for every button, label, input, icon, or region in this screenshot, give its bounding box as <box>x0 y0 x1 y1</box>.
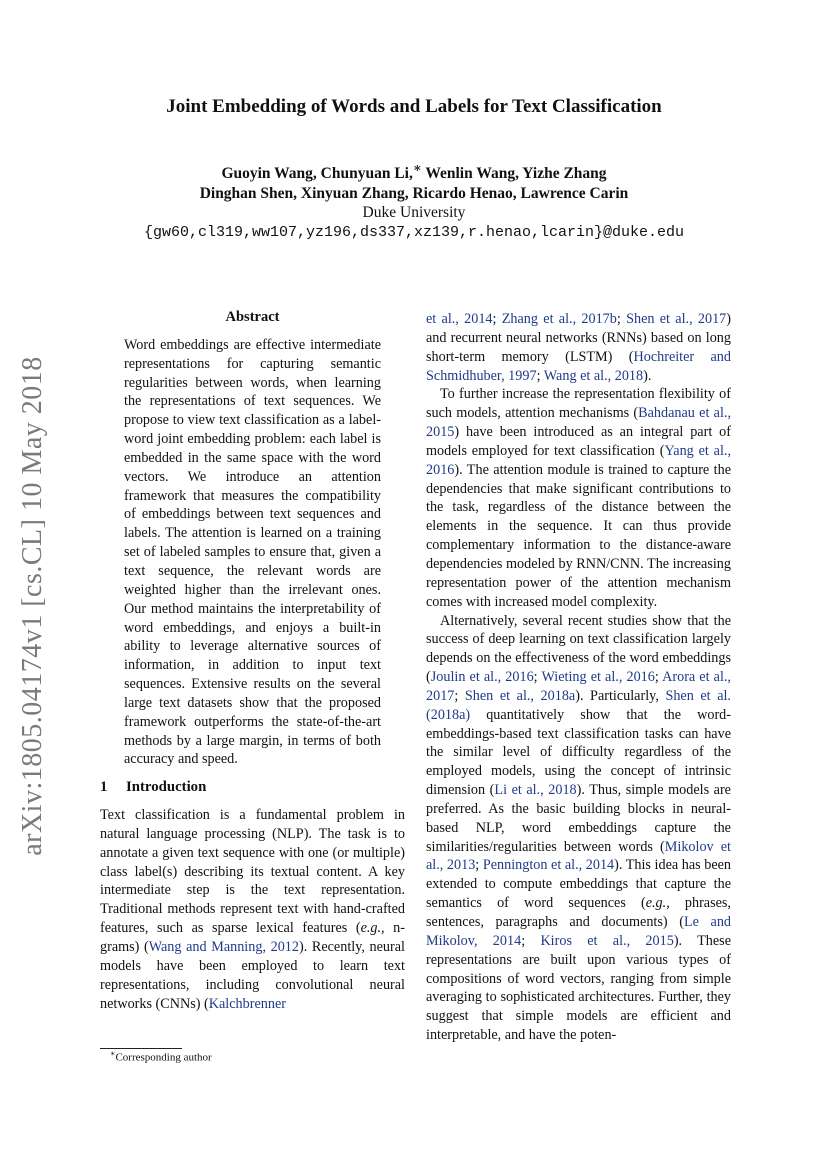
citation-link[interactable]: Kiros et al., 2015 <box>540 932 674 949</box>
citation-link[interactable]: Wang and Manning, 2012 <box>148 939 299 955</box>
author-line-2: Dinghan Shen, Xinyuan Zhang, Ricardo Henao, Lawrence Carin <box>199 184 629 202</box>
citation-link[interactable]: Yang et al., 2016 <box>426 442 731 478</box>
citation-link[interactable]: Li et al., 2018 <box>494 782 577 799</box>
text-run: Alternatively, several recent studies show that the success of deep learning on text classification largely depends on the effectiveness of the word embeddings ( <box>426 612 731 686</box>
citation-link[interactable]: Le and Mikolov, 2014 <box>426 914 732 949</box>
section-heading-introduction <box>100 778 405 797</box>
abstract-heading: Abstract <box>225 309 280 325</box>
citation-link[interactable]: Wieting et al., 2016 <box>541 669 655 686</box>
text-run: ). This idea has been extended to compute embeddings that capture the semantics of word sequences ( <box>426 857 732 912</box>
citation-link[interactable]: Joulin et al., 2016 <box>430 669 534 686</box>
separator: ; <box>616 311 627 327</box>
text-run: ). The attention module is trained to capture the dependencies that make significant contributions to the task, regardless of the distance between the elements in the sequence. It can thus provide complementary information to the distance-aware dependencies modeled by RNN/CNN. The increasing representation power of the attention mechanism comes with increased model complexity. <box>426 461 731 610</box>
text-run: ) have been introduced as an integral part of models employed for text classification ( <box>426 424 731 459</box>
section-title: Introduction <box>126 779 207 796</box>
text-run: ). These representations are built upon various types of compositions of word vectors, ranging from simple averaging to sophisticated architectures. Further, they suggest that simple models are efficient and interpretable, and have the poten- <box>426 932 732 1044</box>
citation-link[interactable]: Shen et al. (2018a) <box>426 687 731 723</box>
text-run: phrases, sentences, paragraphs and documents) ( <box>426 895 731 930</box>
author-names-1b: Wenlin Wang, Yizhe Zhang <box>421 165 607 183</box>
right-column <box>426 310 731 1045</box>
arxiv-identifier: arXiv:1805.04174v1 [cs.CL] 10 May 2018 <box>17 356 49 856</box>
author-line-1 <box>0 158 828 184</box>
footnote-text: Corresponding author <box>115 1051 212 1064</box>
citation-link[interactable]: Kalchbrenner <box>208 995 286 1012</box>
text-run: ). Recently, neural models have been employed to learn text representations, including convolutional neural networks (CNNs) ( <box>100 939 405 1012</box>
text-run: ). Thus, simple models are preferred. As the basic building blocks in neural-based NLP, word embeddings capture the similarities/regularities between words ( <box>426 782 731 855</box>
text-run: ). <box>643 367 652 384</box>
left-column <box>100 308 405 1013</box>
text-run-italic: e.g., <box>645 895 670 912</box>
separator: ; <box>521 932 541 949</box>
intro-paragraph-3 <box>426 612 731 1045</box>
citation-link[interactable]: Wang et al., 2018 <box>543 367 644 384</box>
footnote-mark: ∗ <box>110 1049 116 1058</box>
intro-paragraph-1 <box>100 806 405 1013</box>
footnote <box>110 1049 212 1064</box>
intro-paragraph-2 <box>426 385 731 611</box>
author-block <box>0 158 828 242</box>
arxiv-stamp <box>8 356 58 856</box>
paper-title: Joint Embedding of Words and Labels for Text Classification <box>166 96 662 117</box>
text-run: ). Particularly, <box>575 687 666 704</box>
text-run: To further increase the representation flexibility of such models, attention mechanisms ( <box>426 386 731 422</box>
citation-link[interactable]: Bahdanau et al., 2015 <box>426 405 731 441</box>
citation-link[interactable]: Mikolov et al., 2013 <box>426 838 731 874</box>
separator: ; <box>475 857 483 874</box>
citation-link[interactable]: Shen et al., 2018a <box>464 687 576 704</box>
citation-link[interactable]: Hochreiter and Schmidhuber, 1997 <box>426 348 731 384</box>
citation-link[interactable]: Shen et al., 2017 <box>626 311 727 327</box>
text-run: quantitatively show that the word-embeddings-based text classification tasks can have the similar level of difficulty regardless of the employed models, using the concept of intrinsic dimension ( <box>426 706 731 799</box>
text-run: n-grams) ( <box>100 920 405 955</box>
author-emails: {gw60,cl319,ww107,yz196,ds337,xz139,r.henao,lcarin}@duke.edu <box>143 223 685 241</box>
citation-link[interactable]: Zhang et al., 2017b <box>501 311 617 327</box>
text-run: ) and recurrent neural networks (RNNs) based on long short-term memory (LSTM) ( <box>426 311 731 365</box>
text-run-italic: e.g., <box>360 920 385 937</box>
citation-link[interactable]: et al., 2014 <box>426 311 493 327</box>
author-names-1: Guoyin Wang, Chunyuan Li, <box>221 165 413 183</box>
separator: ; <box>533 669 542 686</box>
separator: ; <box>536 367 544 384</box>
separator: ; <box>654 669 663 686</box>
section-number: 1 <box>100 779 108 796</box>
citation-link[interactable]: Pennington et al., 2014 <box>482 857 615 874</box>
separator: ; <box>454 687 465 704</box>
abstract-text: Word embeddings are effective intermediate representations for capturing semantic regularities between words, when learning the representations of text sequences. We propose to view text classification as a label-word joint embedding problem: each label is embedded in the same space with the word vectors. We introduce an attention framework that measures the compatibility of embeddings between text sequences and labels. The attention is learned on a training set of labeled samples to ensure that, given a text sequence, the relevant words are weighted higher than the irrelevant ones. Our method maintains the interpretability of word embeddings, and enjoys a built-in ability to leverage alternative sources of information, in addition to input text sequences. Extensive results on the several large text datasets show that the proposed framework outperforms the state-of-the-art methods by a large margin, in terms of both accuracy and speed. <box>124 336 381 768</box>
citation-link[interactable]: Arora et al., 2017 <box>426 669 731 704</box>
text-run: Text classification is a fundamental problem in natural language processing (NLP). The task is to annotate a given text sequence with one (or multiple) class label(s) describing its textual content. A key intermediate step is the text representation. Traditional methods represent text with hand-crafted features, such as sparse lexical features ( <box>100 807 405 937</box>
separator: ; <box>492 311 502 327</box>
corresponding-mark: ∗ <box>412 160 422 175</box>
affiliation: Duke University <box>362 204 466 222</box>
intro-paragraph-1-continued <box>426 310 731 385</box>
